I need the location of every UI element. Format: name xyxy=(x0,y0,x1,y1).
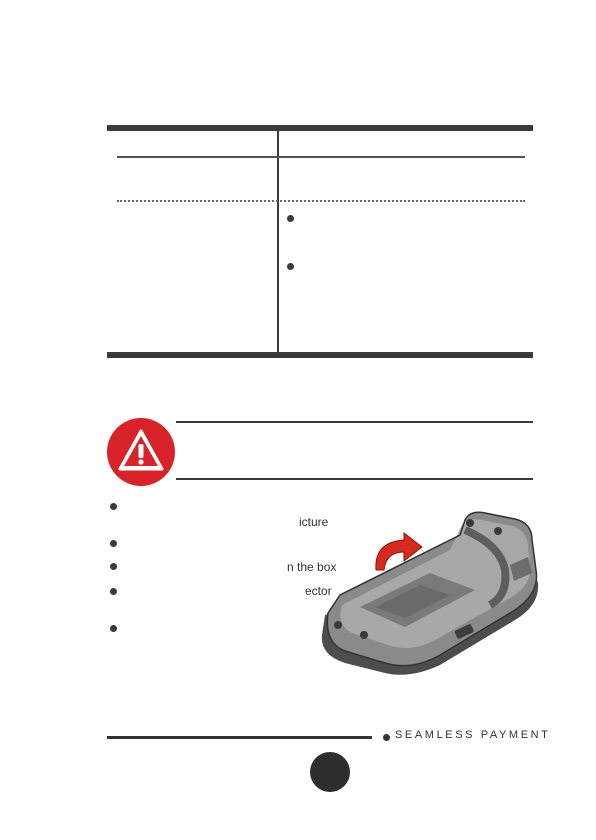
page-number-badge xyxy=(310,752,350,792)
table-top-border xyxy=(107,125,533,131)
fragment-text-1: icture xyxy=(299,515,329,529)
warning-top-rule xyxy=(176,421,533,423)
table-header-rule xyxy=(117,156,525,158)
curved-arrow-icon xyxy=(370,530,430,575)
fragment-text-3: ector xyxy=(305,584,332,598)
fragment-text-2: n the box xyxy=(287,560,337,574)
instruction-bullet-1 xyxy=(110,503,117,510)
footer-brand: SEAMLESS PAYMENT xyxy=(395,729,551,741)
spec-table xyxy=(107,125,533,358)
table-bullet-1 xyxy=(287,215,294,222)
table-column-divider xyxy=(277,131,279,352)
table-row-rule xyxy=(117,200,525,202)
instruction-bullet-5 xyxy=(110,625,117,632)
footer-rule xyxy=(107,736,372,739)
instruction-bullet-3 xyxy=(110,563,117,570)
warning-bottom-rule xyxy=(176,478,533,480)
instruction-bullet-4 xyxy=(110,588,117,595)
table-bullet-2 xyxy=(287,263,294,270)
payment-terminal-illustration xyxy=(300,495,550,695)
warning-icon xyxy=(107,418,175,486)
instruction-bullet-2 xyxy=(110,540,117,547)
table-bottom-border xyxy=(107,352,533,358)
footer-dot xyxy=(383,734,390,741)
